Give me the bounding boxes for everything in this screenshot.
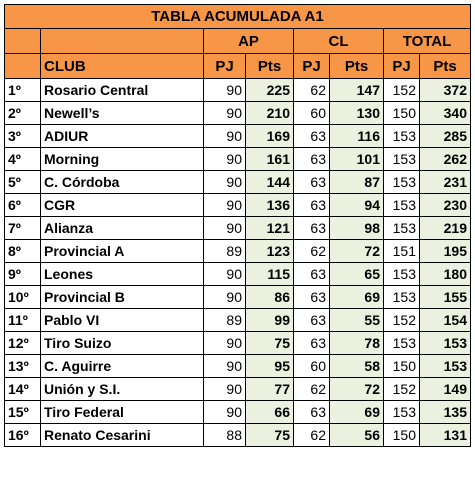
total-pj: 150 xyxy=(384,424,420,447)
club-name: Rosario Central xyxy=(41,79,204,102)
total-pts: 180 xyxy=(420,263,471,286)
total-pts: 135 xyxy=(420,401,471,424)
ap-pts: 77 xyxy=(246,378,294,401)
total-pj: 153 xyxy=(384,401,420,424)
club-name: C. Córdoba xyxy=(41,171,204,194)
cl-pj: 62 xyxy=(294,240,330,263)
group-header-empty xyxy=(5,29,41,54)
cl-pts: 98 xyxy=(330,217,384,240)
pos-cell: 1º xyxy=(5,79,41,102)
total-pj: 153 xyxy=(384,171,420,194)
club-name: ADIUR xyxy=(41,125,204,148)
ap-pts: 144 xyxy=(246,171,294,194)
ap-pj: 90 xyxy=(204,102,246,125)
pos-cell: 8º xyxy=(5,240,41,263)
total-pj: 153 xyxy=(384,217,420,240)
table-row xyxy=(5,79,471,102)
total-pj: 150 xyxy=(384,355,420,378)
table-row xyxy=(5,332,471,355)
table-row xyxy=(5,355,471,378)
club-name: C. Aguirre xyxy=(41,355,204,378)
total-pts: 149 xyxy=(420,378,471,401)
table-row xyxy=(5,309,471,332)
ap-pj: 90 xyxy=(204,148,246,171)
total-pts: 154 xyxy=(420,309,471,332)
cl-pts: 58 xyxy=(330,355,384,378)
ap-pj: 90 xyxy=(204,263,246,286)
ap-pts: 86 xyxy=(246,286,294,309)
club-name: Newell’s xyxy=(41,102,204,125)
total-pts: 230 xyxy=(420,194,471,217)
cl-pj: 63 xyxy=(294,171,330,194)
total-pts: 372 xyxy=(420,79,471,102)
club-name: CGR xyxy=(41,194,204,217)
club-name: Morning xyxy=(41,148,204,171)
total-pts: 340 xyxy=(420,102,471,125)
cl-pts: 72 xyxy=(330,240,384,263)
group-header-ap: AP xyxy=(204,29,294,54)
club-name: Provincial B xyxy=(41,286,204,309)
table-row xyxy=(5,125,471,148)
cl-pts: 55 xyxy=(330,309,384,332)
ap-pts: 121 xyxy=(246,217,294,240)
ap-pj: 90 xyxy=(204,286,246,309)
column-header-ap-pts: Pts xyxy=(246,54,294,79)
pos-cell: 13º xyxy=(5,355,41,378)
total-pj: 153 xyxy=(384,286,420,309)
pos-cell: 7º xyxy=(5,217,41,240)
column-header-ap-pj: PJ xyxy=(204,54,246,79)
total-pj: 150 xyxy=(384,102,420,125)
cl-pj: 63 xyxy=(294,401,330,424)
pos-cell: 14º xyxy=(5,378,41,401)
total-pts: 285 xyxy=(420,125,471,148)
group-header-row xyxy=(5,29,471,54)
ap-pts: 115 xyxy=(246,263,294,286)
total-pj: 153 xyxy=(384,263,420,286)
total-pj: 153 xyxy=(384,194,420,217)
standings-container xyxy=(4,4,471,447)
ap-pj: 90 xyxy=(204,171,246,194)
cl-pj: 63 xyxy=(294,194,330,217)
total-pj: 152 xyxy=(384,79,420,102)
column-header-cl-pj: PJ xyxy=(294,54,330,79)
ap-pj: 90 xyxy=(204,401,246,424)
total-pts: 155 xyxy=(420,286,471,309)
pos-cell: 16º xyxy=(5,424,41,447)
pos-cell: 12º xyxy=(5,332,41,355)
title-row xyxy=(5,5,471,29)
ap-pj: 90 xyxy=(204,125,246,148)
pos-cell: 5º xyxy=(5,171,41,194)
ap-pts: 75 xyxy=(246,424,294,447)
column-header-total-pts: Pts xyxy=(420,54,471,79)
cl-pj: 63 xyxy=(294,286,330,309)
total-pts: 195 xyxy=(420,240,471,263)
total-pts: 219 xyxy=(420,217,471,240)
pos-cell: 9º xyxy=(5,263,41,286)
cl-pts: 101 xyxy=(330,148,384,171)
ap-pts: 225 xyxy=(246,79,294,102)
group-header-cl: CL xyxy=(294,29,384,54)
ap-pj: 90 xyxy=(204,355,246,378)
table-row xyxy=(5,286,471,309)
cl-pj: 63 xyxy=(294,309,330,332)
table-row xyxy=(5,378,471,401)
table-row xyxy=(5,240,471,263)
cl-pj: 62 xyxy=(294,424,330,447)
cl-pj: 60 xyxy=(294,102,330,125)
table-row xyxy=(5,171,471,194)
standings-body xyxy=(5,5,471,447)
ap-pj: 89 xyxy=(204,240,246,263)
pos-cell: 11º xyxy=(5,309,41,332)
club-name: Alianza xyxy=(41,217,204,240)
total-pj: 153 xyxy=(384,148,420,171)
ap-pts: 66 xyxy=(246,401,294,424)
cl-pts: 130 xyxy=(330,102,384,125)
ap-pj: 89 xyxy=(204,309,246,332)
cl-pj: 63 xyxy=(294,125,330,148)
cl-pts: 87 xyxy=(330,171,384,194)
cl-pts: 78 xyxy=(330,332,384,355)
ap-pj: 90 xyxy=(204,194,246,217)
club-name: Tiro Suizo xyxy=(41,332,204,355)
cl-pts: 56 xyxy=(330,424,384,447)
cl-pts: 72 xyxy=(330,378,384,401)
cl-pts: 147 xyxy=(330,79,384,102)
cl-pts: 69 xyxy=(330,401,384,424)
club-name: Leones xyxy=(41,263,204,286)
table-row xyxy=(5,194,471,217)
pos-cell: 6º xyxy=(5,194,41,217)
group-header-empty xyxy=(41,29,204,54)
ap-pts: 161 xyxy=(246,148,294,171)
table-title: TABLA ACUMULADA A1 xyxy=(5,5,471,29)
standings-table xyxy=(4,4,471,447)
cl-pj: 62 xyxy=(294,378,330,401)
column-header-club: CLUB xyxy=(41,54,204,79)
club-name: Unión y S.I. xyxy=(41,378,204,401)
club-name: Tiro Federal xyxy=(41,401,204,424)
table-row xyxy=(5,217,471,240)
ap-pts: 95 xyxy=(246,355,294,378)
club-name: Renato Cesarini xyxy=(41,424,204,447)
pos-cell: 4º xyxy=(5,148,41,171)
ap-pts: 75 xyxy=(246,332,294,355)
table-row xyxy=(5,102,471,125)
ap-pts: 123 xyxy=(246,240,294,263)
total-pts: 153 xyxy=(420,332,471,355)
cl-pj: 63 xyxy=(294,148,330,171)
cl-pj: 63 xyxy=(294,217,330,240)
cl-pj: 63 xyxy=(294,332,330,355)
ap-pts: 210 xyxy=(246,102,294,125)
club-name: Provincial A xyxy=(41,240,204,263)
ap-pts: 99 xyxy=(246,309,294,332)
total-pts: 131 xyxy=(420,424,471,447)
ap-pj: 90 xyxy=(204,378,246,401)
ap-pj: 88 xyxy=(204,424,246,447)
table-row xyxy=(5,148,471,171)
table-row xyxy=(5,401,471,424)
pos-cell: 3º xyxy=(5,125,41,148)
column-header-total-pj: PJ xyxy=(384,54,420,79)
cl-pj: 62 xyxy=(294,79,330,102)
club-name: Pablo VI xyxy=(41,309,204,332)
total-pj: 153 xyxy=(384,332,420,355)
column-header-row xyxy=(5,54,471,79)
ap-pj: 90 xyxy=(204,79,246,102)
cl-pts: 69 xyxy=(330,286,384,309)
ap-pts: 136 xyxy=(246,194,294,217)
pos-cell: 10º xyxy=(5,286,41,309)
ap-pts: 169 xyxy=(246,125,294,148)
group-header-total: TOTAL xyxy=(384,29,471,54)
total-pts: 231 xyxy=(420,171,471,194)
total-pj: 153 xyxy=(384,125,420,148)
pos-cell: 15º xyxy=(5,401,41,424)
cl-pts: 94 xyxy=(330,194,384,217)
cl-pj: 60 xyxy=(294,355,330,378)
table-row xyxy=(5,263,471,286)
total-pj: 152 xyxy=(384,309,420,332)
cl-pts: 116 xyxy=(330,125,384,148)
total-pj: 151 xyxy=(384,240,420,263)
pos-cell: 2º xyxy=(5,102,41,125)
total-pts: 153 xyxy=(420,355,471,378)
cl-pts: 65 xyxy=(330,263,384,286)
total-pj: 152 xyxy=(384,378,420,401)
ap-pj: 90 xyxy=(204,217,246,240)
column-header-cl-pts: Pts xyxy=(330,54,384,79)
ap-pj: 90 xyxy=(204,332,246,355)
column-header-pos xyxy=(5,54,41,79)
total-pts: 262 xyxy=(420,148,471,171)
table-row xyxy=(5,424,471,447)
cl-pj: 63 xyxy=(294,263,330,286)
